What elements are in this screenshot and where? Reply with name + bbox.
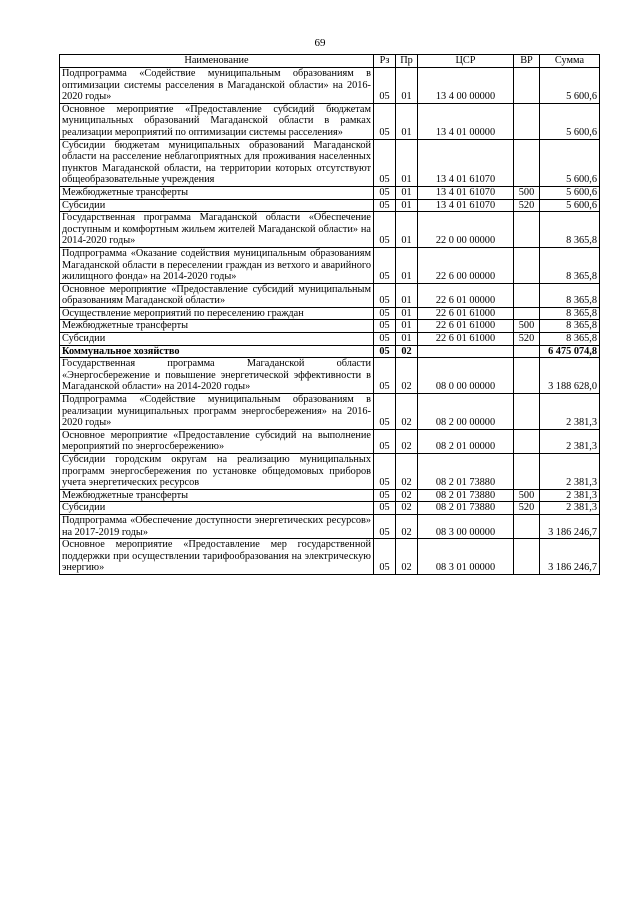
cell-name: Межбюджетные трансферты	[60, 489, 374, 502]
cell-pr: 02	[396, 502, 418, 515]
cell-name: Субсидии	[60, 333, 374, 346]
cell-rz: 05	[374, 502, 396, 515]
cell-pr: 02	[396, 454, 418, 490]
table-row	[60, 333, 600, 346]
cell-name: Государственная программа Магаданской области «Обеспечение доступным и комфортным жильем жителей Магаданской области» на 2014-2020 годы»	[60, 212, 374, 248]
table-row	[60, 307, 600, 320]
table-row	[60, 489, 600, 502]
cell-rz: 05	[374, 199, 396, 212]
cell-csr: 22 6 01 61000	[418, 320, 514, 333]
cell-vr	[514, 539, 540, 575]
cell-csr: 22 6 01 00000	[418, 283, 514, 307]
cell-vr: 500	[514, 186, 540, 199]
cell-name: Субсидии	[60, 199, 374, 212]
cell-sum: 5 600,6	[540, 139, 600, 186]
cell-pr: 01	[396, 333, 418, 346]
cell-csr: 08 2 01 73880	[418, 489, 514, 502]
cell-sum: 8 365,8	[540, 320, 600, 333]
table-row	[60, 139, 600, 186]
table-row	[60, 103, 600, 139]
cell-vr	[514, 139, 540, 186]
cell-pr: 02	[396, 394, 418, 430]
cell-pr: 02	[396, 514, 418, 538]
cell-sum: 2 381,3	[540, 394, 600, 430]
table-row	[60, 186, 600, 199]
cell-rz: 05	[374, 429, 396, 453]
cell-sum: 2 381,3	[540, 489, 600, 502]
cell-sum: 5 600,6	[540, 186, 600, 199]
table-row	[60, 320, 600, 333]
cell-name: Подпрограмма «Содействие муниципальным образованиям в оптимизации системы расселения в Магаданской области» на 2016-2020 годы»	[60, 68, 374, 104]
cell-csr: 08 0 00 00000	[418, 358, 514, 394]
cell-vr: 520	[514, 502, 540, 515]
cell-name: Подпрограмма «Обеспечение доступности энергетических ресурсов» на 2017-2019 годы»	[60, 514, 374, 538]
table-row	[60, 394, 600, 430]
cell-rz: 05	[374, 307, 396, 320]
cell-csr: 08 3 01 00000	[418, 539, 514, 575]
cell-vr	[514, 454, 540, 490]
cell-pr: 01	[396, 212, 418, 248]
cell-rz: 05	[374, 247, 396, 283]
header-rz: Рз	[374, 55, 396, 68]
cell-rz: 05	[374, 345, 396, 358]
page-number: 69	[314, 37, 326, 49]
cell-pr: 02	[396, 345, 418, 358]
cell-pr: 01	[396, 103, 418, 139]
cell-name: Межбюджетные трансферты	[60, 186, 374, 199]
cell-vr	[514, 103, 540, 139]
table-body	[60, 68, 600, 575]
cell-sum: 8 365,8	[540, 247, 600, 283]
cell-name: Основное мероприятие «Предоставление субсидий на выполнение мероприятий по энергосбережению»	[60, 429, 374, 453]
header-vr: ВР	[514, 55, 540, 68]
table-row	[60, 345, 600, 358]
cell-rz: 05	[374, 489, 396, 502]
cell-pr: 02	[396, 358, 418, 394]
cell-sum: 5 600,6	[540, 199, 600, 212]
table-row	[60, 199, 600, 212]
cell-csr: 08 2 00 00000	[418, 394, 514, 430]
cell-csr: 13 4 01 61070	[418, 139, 514, 186]
cell-rz: 05	[374, 103, 396, 139]
header-csr: ЦСР	[418, 55, 514, 68]
cell-csr: 22 0 00 00000	[418, 212, 514, 248]
cell-rz: 05	[374, 539, 396, 575]
cell-rz: 05	[374, 454, 396, 490]
cell-sum: 3 186 246,7	[540, 514, 600, 538]
cell-pr: 02	[396, 489, 418, 502]
cell-rz: 05	[374, 514, 396, 538]
cell-sum: 8 365,8	[540, 333, 600, 346]
cell-pr: 01	[396, 139, 418, 186]
cell-csr: 08 3 00 00000	[418, 514, 514, 538]
cell-csr: 08 2 01 73880	[418, 454, 514, 490]
cell-rz: 05	[374, 394, 396, 430]
cell-sum: 8 365,8	[540, 307, 600, 320]
cell-rz: 05	[374, 358, 396, 394]
cell-sum: 2 381,3	[540, 429, 600, 453]
cell-sum: 8 365,8	[540, 212, 600, 248]
table-row	[60, 429, 600, 453]
cell-pr: 02	[396, 429, 418, 453]
table-row	[60, 212, 600, 248]
cell-name: Основное мероприятие «Предоставление субсидий муниципальным образованиям Магаданской области»	[60, 283, 374, 307]
table-row	[60, 283, 600, 307]
cell-sum: 2 381,3	[540, 454, 600, 490]
cell-name: Осуществление мероприятий по переселению граждан	[60, 307, 374, 320]
cell-name: Субсидии бюджетам муниципальных образований Магаданской области на расселение неблагоприятных для проживания населенных пунктов Магаданской области, на территории которых отсутствуют общеобразовательные учреждения	[60, 139, 374, 186]
cell-sum: 5 600,6	[540, 103, 600, 139]
cell-csr: 22 6 00 00000	[418, 247, 514, 283]
cell-sum: 3 186 246,7	[540, 539, 600, 575]
cell-vr: 520	[514, 333, 540, 346]
cell-rz: 05	[374, 333, 396, 346]
cell-vr	[514, 307, 540, 320]
cell-sum: 5 600,6	[540, 68, 600, 104]
cell-pr: 01	[396, 68, 418, 104]
cell-vr	[514, 68, 540, 104]
cell-name: Основное мероприятие «Предоставление мер государственной поддержки при осуществлении тарифообразования на электрическую энергию»	[60, 539, 374, 575]
header-name: Наименование	[60, 55, 374, 68]
cell-vr	[514, 514, 540, 538]
cell-csr: 08 2 01 73880	[418, 502, 514, 515]
cell-rz: 05	[374, 139, 396, 186]
cell-rz: 05	[374, 186, 396, 199]
cell-vr: 520	[514, 199, 540, 212]
cell-name: Субсидии	[60, 502, 374, 515]
cell-rz: 05	[374, 320, 396, 333]
cell-name: Коммунальное хозяйство	[60, 345, 374, 358]
cell-vr	[514, 212, 540, 248]
cell-sum: 2 381,3	[540, 502, 600, 515]
cell-pr: 01	[396, 320, 418, 333]
table-row	[60, 502, 600, 515]
table-row	[60, 358, 600, 394]
budget-table	[59, 54, 600, 575]
cell-rz: 05	[374, 68, 396, 104]
cell-csr: 08 2 01 00000	[418, 429, 514, 453]
table-row	[60, 68, 600, 104]
cell-sum: 8 365,8	[540, 283, 600, 307]
cell-vr: 500	[514, 489, 540, 502]
cell-pr: 02	[396, 539, 418, 575]
cell-pr: 01	[396, 247, 418, 283]
cell-name: Основное мероприятие «Предоставление субсидий бюджетам муниципальных образований Магаданской области в рамках реализации мероприятий по оптимизации системы расселения»	[60, 103, 374, 139]
cell-name: Подпрограмма «Содействие муниципальным образованиям в реализации муниципальных программ энергосбережения» на 2016-2020 годы»	[60, 394, 374, 430]
cell-vr	[514, 394, 540, 430]
cell-csr: 13 4 01 00000	[418, 103, 514, 139]
cell-csr: 22 6 01 61000	[418, 307, 514, 320]
cell-vr	[514, 247, 540, 283]
table-row	[60, 454, 600, 490]
cell-csr: 13 4 01 61070	[418, 199, 514, 212]
cell-name: Субсидии городским округам на реализацию муниципальных программ энергосбережения по установке общедомовых приборов учета энергетических ресурсов	[60, 454, 374, 490]
cell-name: Подпрограмма «Оказание содействия муниципальным образованиям Магаданской области в переселении граждан из ветхого и аварийного жилищного фонда» на 2014-2020 годы»	[60, 247, 374, 283]
cell-sum: 6 475 074,8	[540, 345, 600, 358]
cell-vr	[514, 429, 540, 453]
cell-rz: 05	[374, 283, 396, 307]
cell-name: Государственная программа Магаданской области «Энергосбережение и повышение энергетической эффективности в Магаданской области» на 2014-2020 годы»	[60, 358, 374, 394]
cell-name: Межбюджетные трансферты	[60, 320, 374, 333]
cell-vr	[514, 345, 540, 358]
cell-pr: 01	[396, 307, 418, 320]
cell-vr	[514, 283, 540, 307]
cell-pr: 01	[396, 199, 418, 212]
cell-csr: 22 6 01 61000	[418, 333, 514, 346]
table-header-row	[60, 55, 600, 68]
table-row	[60, 247, 600, 283]
cell-vr	[514, 358, 540, 394]
header-pr: Пр	[396, 55, 418, 68]
cell-pr: 01	[396, 186, 418, 199]
cell-pr: 01	[396, 283, 418, 307]
cell-csr: 13 4 00 00000	[418, 68, 514, 104]
cell-csr	[418, 345, 514, 358]
cell-sum: 3 188 628,0	[540, 358, 600, 394]
cell-vr: 500	[514, 320, 540, 333]
table-row	[60, 539, 600, 575]
table-row	[60, 514, 600, 538]
header-sum: Сумма	[540, 55, 600, 68]
cell-rz: 05	[374, 212, 396, 248]
cell-csr: 13 4 01 61070	[418, 186, 514, 199]
